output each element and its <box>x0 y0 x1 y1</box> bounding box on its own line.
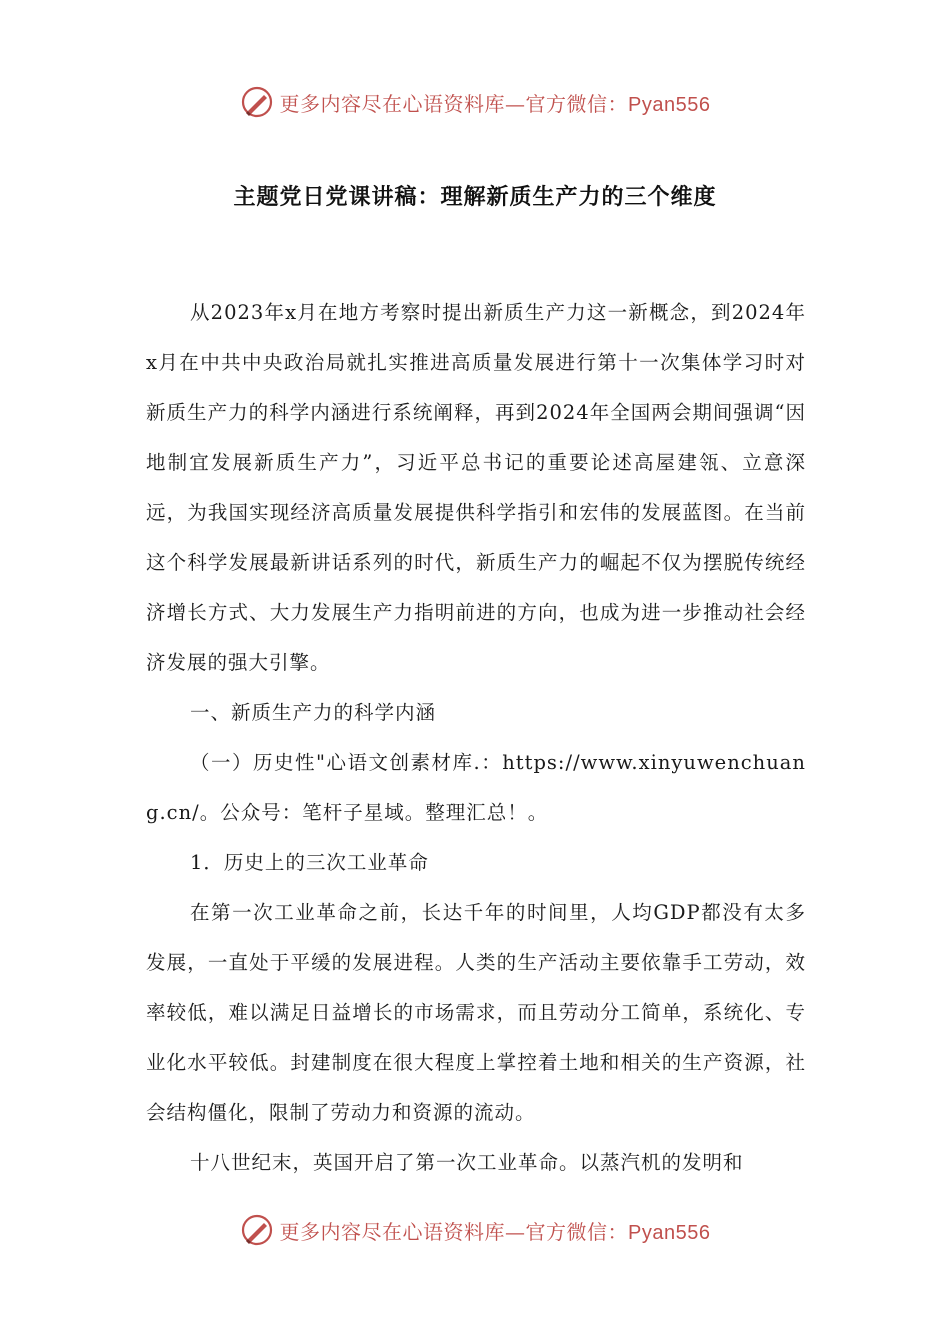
banner-text: 更多内容尽在心语资料库—官方微信：Pyan556 <box>279 91 711 116</box>
page-title: 主题党日党课讲稿：理解新质生产力的三个维度 <box>233 184 717 210</box>
wechat-id: Pyan556 <box>628 93 711 116</box>
pen-logo-icon <box>240 1213 274 1247</box>
section-heading-1: 一、新质生产力的科学内涵 <box>190 701 437 724</box>
pen-logo-icon <box>240 85 274 119</box>
subsection-heading-history: （一）历史性"心语文创素材库.：https://www.xinyuwenchuang.cn/。公众号：笔杆子星域。整理汇总！。 <box>146 751 806 824</box>
paragraph-first-revolution: 十八世纪末，英国开启了第一次工业革命。以蒸汽机的发明和 <box>190 1151 744 1174</box>
paragraph-intro: 从2023年x月在地方考察时提出新质生产力这一新概念，到2024年x月在中共中央政治局就扎实推进高质量发展进行第十一次集体学习时对新质生产力的科学内涵进行系统阐释，再到2024年全国两会期间强调“因地制宜发展新质生产力”，习近平总书记的重要论述高屋建瓴、立意深远，为我国实现经济高质量发展提供科学指引和宏伟的发展蓝图。在当前这个科学发展最新讲话系列的时代，新质生产力的崛起不仅为摆脱传统经济增长方式、大力发展生产力指明前进的方向，也成为进一步推动社会经济发展的强大引擎。 <box>146 301 806 674</box>
wechat-id: Pyan556 <box>628 1221 711 1244</box>
document-body <box>146 288 806 1188</box>
banner-text: 更多内容尽在心语资料库—官方微信：Pyan556 <box>279 1219 711 1244</box>
paragraph-pre-industrial: 在第一次工业革命之前，长达千年的时间里，人均GDP都没有太多发展，一直处于平缓的发展进程。人类的生产活动主要依靠手工劳动，效率较低，难以满足日益增长的市场需求，而且劳动分工简单，系统化、专业化水平较低。封建制度在很大程度上掌控着土地和相关的生产资源，社会结构僵化，限制了劳动力和资源的流动。 <box>146 901 806 1124</box>
footer-banner <box>0 1210 950 1250</box>
header-banner <box>0 82 950 122</box>
item-heading-industrial-revolutions: 1．历史上的三次工业革命 <box>190 851 429 874</box>
